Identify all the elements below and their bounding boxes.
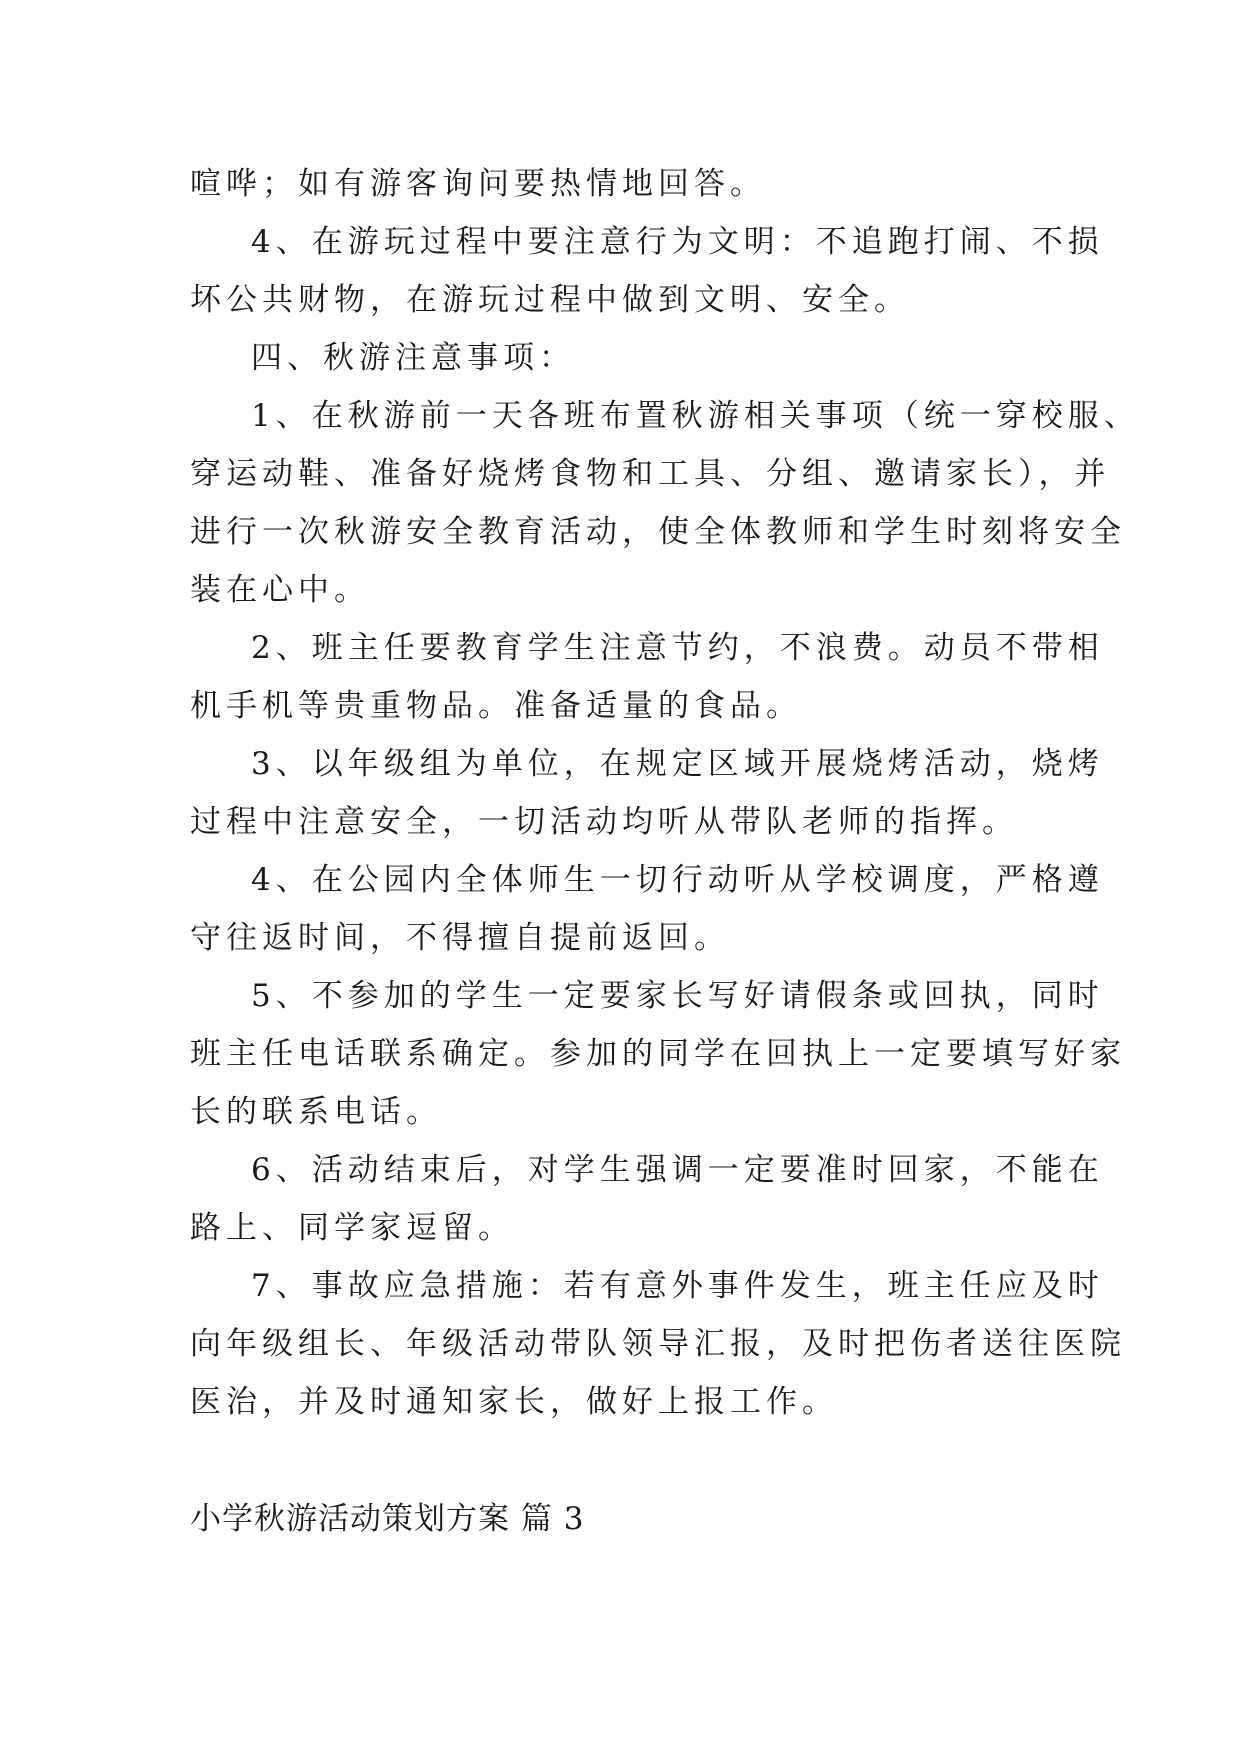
section-heading: 小学秋游活动策划方案 篇 3: [190, 1501, 585, 1537]
text-line: 6、活动结束后，对学生强调一定要准时回家，不能在: [251, 1152, 1104, 1188]
text-line: 5、不参加的学生一定要家长写好请假条或回执，同时: [251, 978, 1104, 1014]
text-line: 喧哗；如有游客询问要热情地回答。: [190, 166, 766, 202]
text-line: 4、在公园内全体师生一切行动听从学校调度，严格遵: [251, 862, 1104, 898]
text-line: 班主任电话联系确定。参加的同学在回执上一定要填写好家: [190, 1036, 1126, 1072]
text-line: 4、在游玩过程中要注意行为文明：不追跑打闹、不损: [251, 224, 1104, 260]
text-line: 机手机等贵重物品。准备适量的食品。: [190, 688, 802, 724]
text-line: 四、秋游注意事项：: [251, 340, 575, 376]
text-line: 1、在秋游前一天各班布置秋游相关事项（统一穿校服、: [251, 398, 1140, 434]
text-line: 装在心中。: [190, 572, 370, 608]
text-line: 2、班主任要教育学生注意节约，不浪费。动员不带相: [251, 630, 1104, 666]
text-line: 3、以年级组为单位，在规定区域开展烧烤活动，烧烤: [251, 746, 1104, 782]
text-line: 向年级组长、年级活动带队领导汇报，及时把伤者送往医院: [190, 1326, 1126, 1362]
text-line: 过程中注意安全，一切活动均听从带队老师的指挥。: [190, 804, 1018, 840]
text-line: 医治，并及时通知家长，做好上报工作。: [190, 1384, 838, 1420]
text-line: 7、事故应急措施：若有意外事件发生，班主任应及时: [251, 1268, 1104, 1304]
text-line: 长的联系电话。: [190, 1094, 442, 1130]
text-line: 路上、同学家逗留。: [190, 1210, 514, 1246]
text-line: 进行一次秋游安全教育活动，使全体教师和学生时刻将安全: [190, 514, 1126, 550]
text-line: 坏公共财物，在游玩过程中做到文明、安全。: [190, 282, 910, 318]
text-line: 守往返时间，不得擅自提前返回。: [190, 920, 730, 956]
text-line: 穿运动鞋、准备好烧烤食物和工具、分组、邀请家长），并: [190, 456, 1111, 492]
